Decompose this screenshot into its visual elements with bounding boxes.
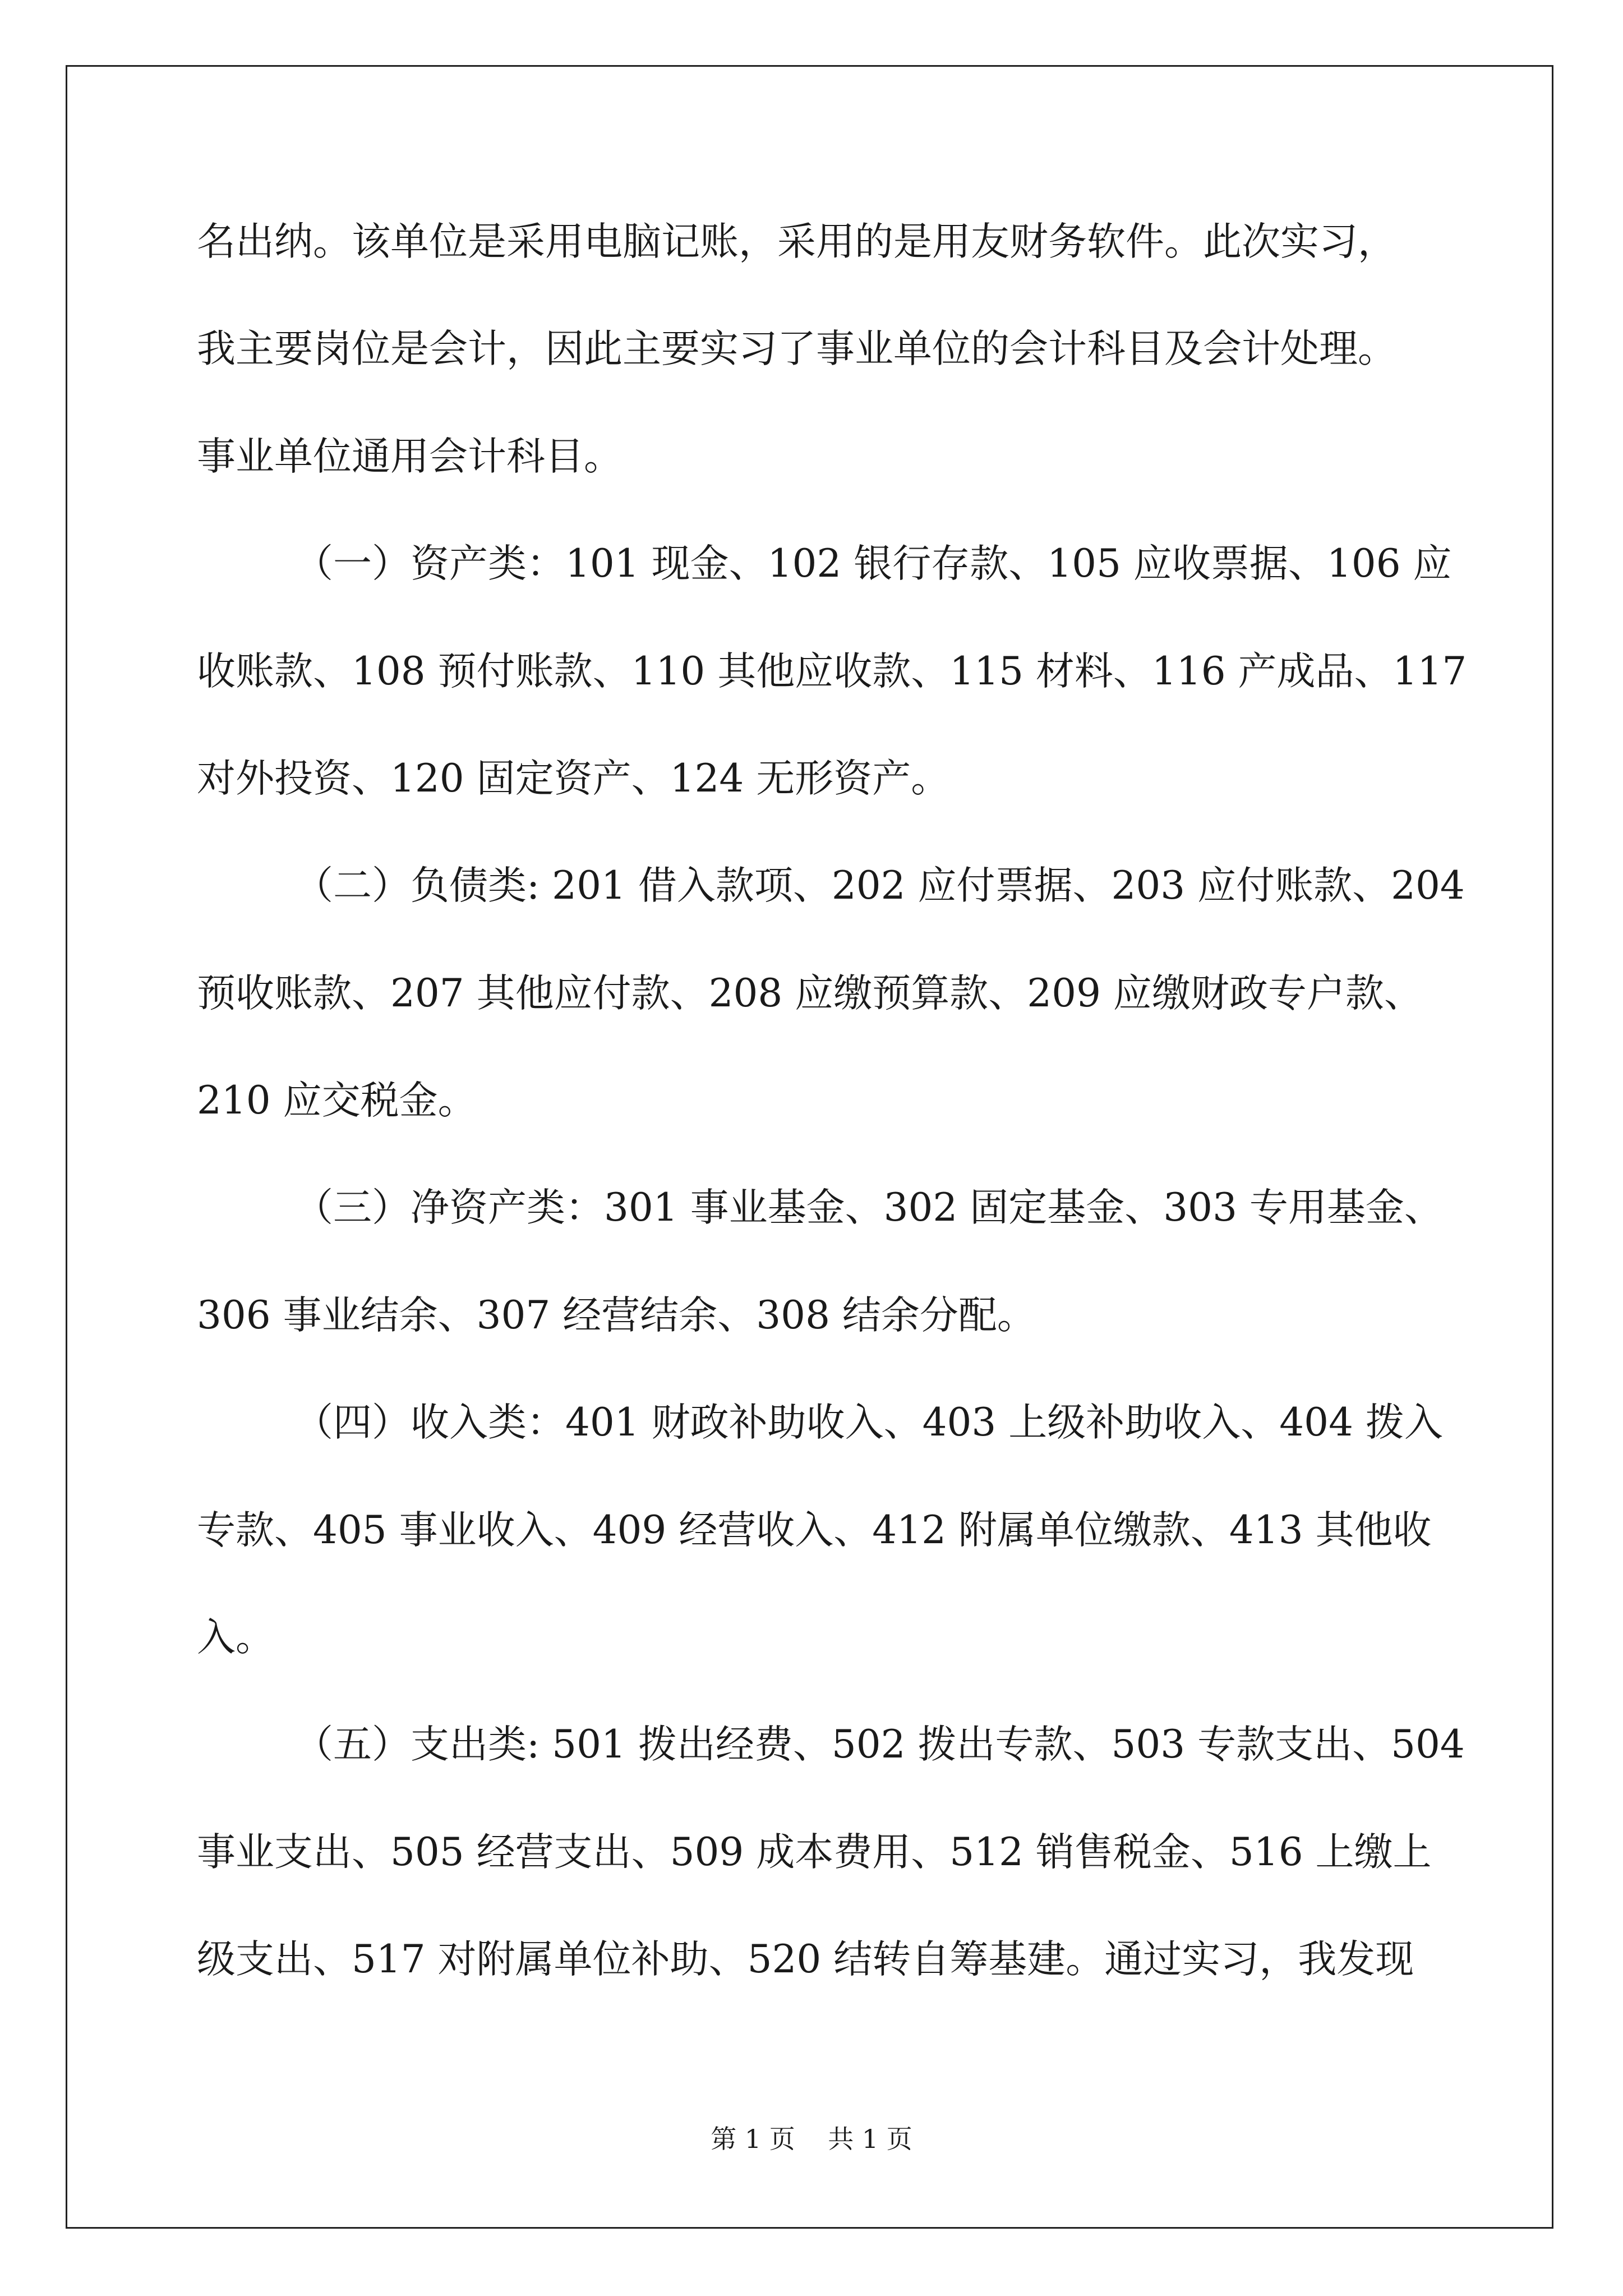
text-line: 210 应交税金。 bbox=[197, 1078, 477, 1123]
text-line: （四）收入类：401 财政补助收入、403 上级补助收入、404 拨入 bbox=[294, 1400, 1443, 1445]
text-line: 入。 bbox=[197, 1615, 274, 1660]
text-line: 我主要岗位是会计，因此主要实习了事业单位的会计科目及会计处理。 bbox=[197, 326, 1396, 371]
text-line: 收账款、108 预付账款、110 其他应收款、115 材料、116 产成品、117 bbox=[197, 649, 1467, 694]
text-line: 级支出、517 对附属单位补助、520 结转自筹基建。通过实习，我发现 bbox=[197, 1937, 1414, 1982]
text-line: 名出纳。该单位是采用电脑记账，采用的是用友财务软件。此次实习， bbox=[197, 219, 1396, 264]
text-line: 事业单位通用会计科目。 bbox=[197, 434, 623, 479]
text-line: （二）负债类: 201 借入款项、202 应付票据、203 应付账款、204 bbox=[294, 863, 1465, 908]
text-line: 事业支出、505 经营支出、509 成本费用、512 销售税金、516 上缴上 bbox=[197, 1830, 1432, 1875]
text-line: 预收账款、207 其他应付款、208 应缴预算款、209 应缴财政专户款、 bbox=[197, 971, 1423, 1016]
text-line: 对外投资、120 固定资产、124 无形资产。 bbox=[197, 756, 950, 801]
text-line: （三）净资产类：301 事业基金、302 固定基金、303 专用基金、 bbox=[294, 1185, 1443, 1230]
text-line: （五）支出类: 501 拨出经费、502 拨出专款、503 专款支出、504 bbox=[294, 1722, 1465, 1767]
page-border bbox=[66, 65, 1553, 2229]
page-footer: 第 1 页 共 1 页 bbox=[711, 2124, 912, 2154]
text-line: 专款、405 事业收入、409 经营收入、412 附属单位缴款、413 其他收 bbox=[197, 1508, 1432, 1553]
text-line: 306 事业结余、307 经营结余、308 结余分配。 bbox=[197, 1293, 1036, 1338]
text-line: （一）资产类：101 现金、102 银行存款、105 应收票据、106 应 bbox=[294, 541, 1452, 586]
